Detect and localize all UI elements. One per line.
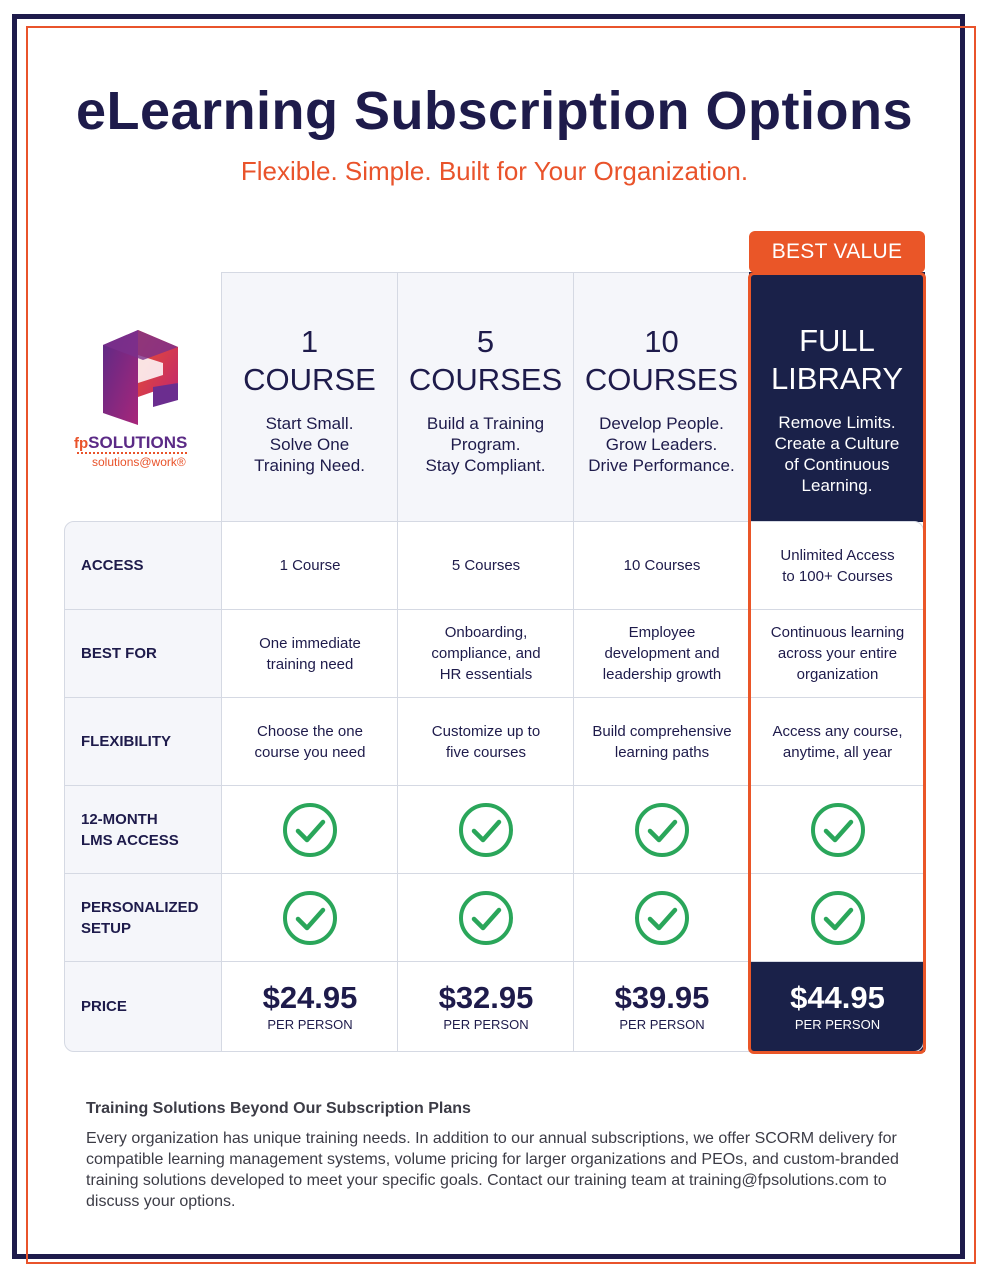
plan-name-line2: COURSES — [584, 362, 739, 397]
check-circle-icon — [458, 802, 514, 858]
cell-line: five courses — [445, 743, 527, 761]
plan-tagline-line: Drive Performance. — [588, 456, 735, 475]
plan-tagline-line: Learning. — [801, 476, 873, 495]
page-subtitle: Flexible. Simple. Built for Your Organization. — [240, 156, 749, 186]
plan-tagline-line: of Continuous — [784, 455, 890, 474]
check-circle-icon — [810, 890, 866, 946]
plan-tagline-line: Build a Training — [426, 414, 545, 433]
fp-solutions-logo — [74, 325, 220, 475]
cell-flexibility-1 — [221, 698, 398, 786]
row-label-access: ACCESS — [64, 522, 221, 610]
cell-line: development and — [604, 645, 720, 662]
row-label-line: SETUP — [81, 919, 132, 937]
plan-tagline-line: Program. — [450, 435, 521, 454]
cell-price-full — [749, 962, 925, 1052]
cell-line: across your entire — [777, 645, 898, 662]
cell-line: training need — [266, 655, 354, 673]
cell-line: Choose the one — [257, 722, 363, 740]
cell-line: Build comprehensive — [592, 722, 732, 740]
cell-flexibility-full — [749, 698, 925, 786]
check-circle-icon — [634, 802, 690, 858]
footer-heading: Training Solutions Beyond Our Subscription Plans — [86, 1100, 471, 1117]
price-unit: PER PERSON — [794, 1016, 881, 1032]
check-circle-icon — [458, 890, 514, 946]
row-label-lms-access — [64, 786, 221, 874]
plan-header-full-library — [749, 272, 925, 522]
row-label-price: PRICE — [64, 962, 221, 1051]
row-label-line: LMS ACCESS — [81, 831, 179, 849]
check-circle-icon — [634, 890, 690, 946]
logo-tagline: solutions@work® — [92, 455, 186, 469]
row-label-line: 12-MONTH — [81, 810, 158, 828]
cell-line: Customize up to — [431, 722, 541, 740]
cell-line: compliance, and — [431, 645, 541, 662]
plan-name-line2: LIBRARY — [770, 361, 904, 396]
cell-access-1: 1 Course — [221, 522, 398, 610]
cell-setup-full — [749, 874, 925, 962]
cell-lms-access-full — [749, 786, 925, 874]
plan-name-line1: 5 — [476, 324, 495, 359]
cell-line: course you need — [254, 743, 366, 761]
plan-header-10-courses — [573, 272, 750, 522]
price-amount: $32.95 — [438, 979, 534, 1015]
plan-header-5-courses — [397, 272, 574, 522]
plan-tagline-line: Develop People. — [599, 414, 724, 433]
cell-best-for-1 — [221, 610, 398, 698]
price-unit: PER PERSON — [267, 1016, 353, 1032]
cell-setup-10 — [573, 874, 750, 962]
plan-tagline-line: Start Small. — [265, 414, 354, 433]
plan-tagline-line: Grow Leaders. — [605, 435, 718, 454]
cell-line: Onboarding, — [444, 624, 528, 641]
logo-wordmark: fpSOLUTIONS — [74, 433, 188, 452]
row-label-flexibility: FLEXIBILITY — [64, 698, 221, 786]
cell-line: Unlimited Access — [780, 546, 895, 564]
plan-name-line1: 1 — [300, 324, 319, 359]
plan-tagline-line: Training Need. — [254, 456, 365, 475]
price-amount: $24.95 — [262, 979, 358, 1015]
plan-tagline-line: Stay Compliant. — [425, 456, 546, 475]
cell-line: HR essentials — [439, 666, 533, 683]
plan-name-line1: FULL — [799, 323, 875, 358]
cell-access-full — [749, 522, 925, 610]
plan-tagline-line: Solve One — [269, 435, 350, 454]
price-amount: $39.95 — [614, 979, 710, 1015]
cell-best-for-5 — [397, 610, 574, 698]
price-unit: PER PERSON — [443, 1016, 529, 1032]
cell-line: Employee — [628, 624, 696, 641]
cell-best-for-full — [749, 610, 925, 698]
cell-price-5 — [397, 962, 574, 1051]
cell-line: Access any course, — [772, 722, 903, 740]
cell-line: anytime, all year — [782, 743, 893, 761]
price-unit: PER PERSON — [619, 1016, 705, 1032]
cell-access-5: 5 Courses — [397, 522, 574, 610]
check-circle-icon — [810, 802, 866, 858]
row-label-line: PERSONALIZED — [81, 898, 199, 916]
plan-tagline-line: Remove Limits. — [778, 413, 896, 432]
cell-lms-access-10 — [573, 786, 750, 874]
cell-lms-access-1 — [221, 786, 398, 874]
plan-header-1-course — [221, 272, 398, 522]
cell-line: organization — [796, 666, 879, 683]
cell-lms-access-5 — [397, 786, 574, 874]
check-circle-icon — [282, 802, 338, 858]
price-amount: $44.95 — [790, 979, 885, 1015]
cell-best-for-10 — [573, 610, 750, 698]
plan-name-line1: 10 — [644, 324, 679, 359]
check-circle-icon — [282, 890, 338, 946]
cell-line: Continuous learning — [770, 624, 905, 641]
cell-line: leadership growth — [602, 666, 722, 683]
cell-flexibility-10 — [573, 698, 750, 786]
row-label-personalized-setup — [64, 874, 221, 962]
row-label-best-for: BEST FOR — [64, 610, 221, 698]
cell-price-1 — [221, 962, 398, 1051]
cell-line: learning paths — [614, 743, 710, 761]
footer-paragraph: Every organization has unique training needs. In addition to our annual subscriptions, we offer SCORM delivery for compatible learning management systems, volume pricing for larger organizations and PEOs, and custom-branded training solutions developed to meet your specific goals. Contact our training team at training@fpsolutions.com to discuss your options. — [86, 1130, 899, 1210]
page-title: eLearning Subscription Options — [75, 81, 914, 141]
cell-flexibility-5 — [397, 698, 574, 786]
fp-logo-icon — [98, 325, 198, 430]
cell-price-10 — [573, 962, 750, 1051]
cell-line: One immediate — [259, 634, 361, 652]
cell-access-10: 10 Courses — [573, 522, 750, 610]
cell-setup-5 — [397, 874, 574, 962]
plan-name-line2: COURSE — [243, 362, 376, 397]
cell-line: to 100+ Courses — [782, 567, 893, 585]
plan-name-line2: COURSES — [408, 362, 563, 397]
logo-dotted-rule — [77, 452, 187, 454]
cell-setup-1 — [221, 874, 398, 962]
plan-tagline-line: Create a Culture — [774, 434, 900, 453]
best-value-badge: BEST VALUE — [749, 231, 925, 273]
